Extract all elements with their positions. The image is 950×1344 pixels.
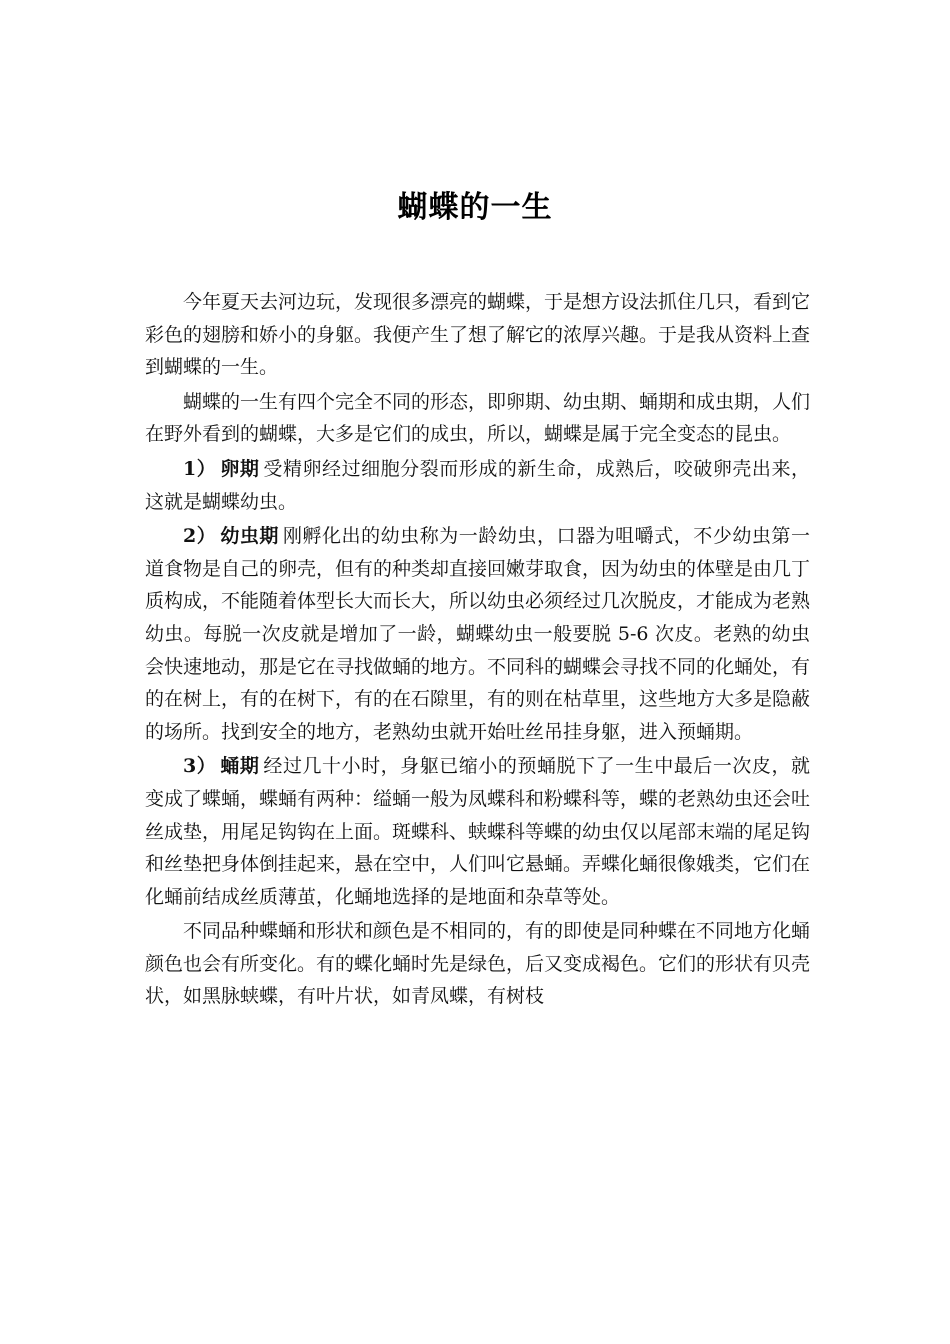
paragraph-text: 不同品种蝶蛹和形状和颜色是不相同的，有的即使是同种蝶在不同地方化蛹颜色也会有所变化。有的蝶化蛹时先是绿色，后又变成褐色。它们的形状有贝壳状，如黑脉蛱蝶，有叶片状，如青凤蝶，有树枝: [145, 920, 811, 1008]
stage-term: 蛹期: [220, 755, 260, 778]
stage-number: 3）: [183, 755, 217, 778]
paragraph-text: 受精卵经过细胞分裂而形成的新生命，成熟后，咬破卵壳出来，这就是蝴蝶幼虫。: [145, 457, 810, 513]
stage-number: 2）: [183, 525, 217, 548]
document-body: [145, 286, 810, 1015]
paragraph-text: 刚孵化出的幼虫称为一龄幼虫，口器为咀嚼式，不少幼虫第一道食物是自己的卵壳，但有的种类却直接回嫩芽取食，因为幼虫的体壁是由几丁质构成，不能随着体型长大而长大，所以幼虫必须经过几次脱皮，才能成为老熟幼虫。每脱一次皮就是增加了一龄，蝴蝶幼虫一般要脱 5-6 次皮。老熟的幼虫会快速地动，那是它在寻找做蛹的地方。不同科的蝴蝶会寻找不同的化蛹处，有的在树上，有的在树下，有的在石隙里，有的则在枯草里，这些地方大多是隐蔽的场所。找到安全的地方，老熟幼虫就开始吐丝吊挂身躯，进入预蛹期。: [145, 525, 811, 743]
page-title: 蝴蝶的一生: [397, 190, 553, 225]
stage-egg-paragraph: [145, 453, 810, 518]
stage-larva-paragraph: [145, 520, 810, 748]
paragraph-text: 蝴蝶的一生有四个完全不同的形态，即卵期、幼虫期、蛹期和成虫期，人们在野外看到的蝴蝶，大多是它们的成虫，所以，蝴蝶是属于完全变态的昆虫。: [145, 390, 811, 446]
stage-number: 1）: [183, 457, 217, 480]
stage-pupa-paragraph: [145, 750, 810, 913]
paragraph-text: 经过几十小时，身躯已缩小的预蛹脱下了一生中最后一次皮，就变成了蝶蛹，蝶蛹有两种：缢蛹一般为凤蝶科和粉蝶科等，蝶的老熟幼虫还会吐丝成垫，用尾足钩钩在上面。斑蝶科、蛱蝶科等蝶的幼虫仅以尾部末端的尾足钩和丝垫把身体倒挂起来，悬在空中，人们叫它悬蛹。弄蝶化蛹很像娥类，它们在化蛹前结成丝质薄茧，化蛹地选择的是地面和杂草等处。: [145, 755, 811, 908]
closing-paragraph: [145, 915, 810, 1013]
stage-term: 幼虫期: [220, 525, 279, 548]
overview-paragraph: [145, 386, 810, 451]
paragraph-text: 今年夏天去河边玩，发现很多漂亮的蝴蝶，于是想方设法抓住几只，看到它彩色的翅膀和娇小的身躯。我便产生了想了解它的浓厚兴趣。于是我从资料上查到蝴蝶的一生。: [145, 291, 811, 379]
stage-term: 卵期: [220, 457, 260, 480]
intro-paragraph: [145, 286, 810, 384]
